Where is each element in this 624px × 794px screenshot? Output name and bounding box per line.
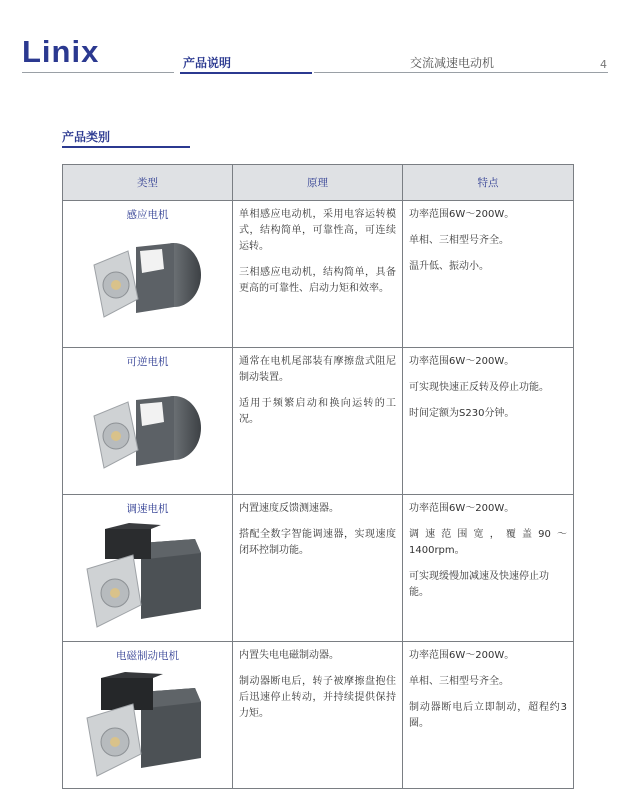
header-type: 类型 bbox=[63, 165, 233, 201]
table-row bbox=[63, 348, 574, 495]
page-number: 4 bbox=[600, 58, 607, 71]
header-divider-right bbox=[314, 72, 608, 73]
feature-text: 调速范围宽，覆盖90～1400rpm。 bbox=[409, 529, 567, 556]
principle-text: 单相感应电动机，采用电容运转模式，结构简单，可靠性高，可连续运转。 bbox=[239, 209, 396, 252]
header-divider-left bbox=[22, 72, 174, 73]
type-cell bbox=[63, 201, 233, 348]
induction-motor-image bbox=[88, 229, 208, 337]
features-cell bbox=[403, 201, 574, 348]
type-name: 感应电机 bbox=[126, 209, 169, 221]
principle-cell bbox=[233, 348, 403, 495]
feature-text: 功率范围6W～200W。 bbox=[409, 503, 515, 514]
table-row bbox=[63, 495, 574, 642]
principle-text: 适用于频繁启动和换向运转的工况。 bbox=[239, 398, 396, 425]
section-underline bbox=[62, 146, 190, 148]
reversible-motor-image bbox=[88, 376, 208, 484]
feature-text: 功率范围6W～200W。 bbox=[409, 356, 515, 367]
features-cell bbox=[403, 348, 574, 495]
feature-text: 可实现缓慢加减速及快速停止功能。 bbox=[409, 571, 549, 598]
header-doc-title: 交流减速电动机 bbox=[410, 56, 495, 70]
features-cell bbox=[403, 495, 574, 642]
feature-text: 温升低、振动小。 bbox=[409, 261, 489, 272]
principle-cell bbox=[233, 495, 403, 642]
principle-text: 内置速度反馈测速器。 bbox=[239, 503, 339, 514]
principle-cell bbox=[233, 201, 403, 348]
feature-text: 可实现快速正反转及停止功能。 bbox=[409, 382, 549, 393]
type-cell bbox=[63, 495, 233, 642]
principle-cell bbox=[233, 642, 403, 789]
type-cell bbox=[63, 348, 233, 495]
header-features: 特点 bbox=[403, 165, 574, 201]
type-name: 电磁制动电机 bbox=[116, 650, 179, 662]
principle-text: 三相感应电动机，结构简单，具备更高的可靠性、启动力矩和效率。 bbox=[239, 267, 396, 294]
feature-text: 制动器断电后立即制动，超程约3圈。 bbox=[409, 702, 567, 729]
principle-text: 通常在电机尾部装有摩擦盘式阻尼制动装置。 bbox=[239, 356, 396, 383]
speed-control-motor-image bbox=[83, 523, 213, 635]
linix-logo: Linix bbox=[22, 34, 100, 69]
features-cell bbox=[403, 642, 574, 789]
header-section-label: 产品说明 bbox=[183, 56, 232, 70]
feature-text: 时间定额为S230分钟。 bbox=[409, 408, 515, 419]
table-header-row bbox=[63, 165, 574, 201]
principle-text: 制动器断电后，转子被摩擦盘抱住后迅速停止转动，并持续提供保持力矩。 bbox=[239, 676, 396, 719]
section-title: 产品类别 bbox=[62, 130, 111, 144]
type-name: 调速电机 bbox=[126, 503, 169, 515]
principle-text: 搭配全数字智能调速器，实现速度闭环控制功能。 bbox=[239, 529, 396, 556]
feature-text: 单相、三相型号齐全。 bbox=[409, 235, 509, 246]
feature-text: 功率范围6W～200W。 bbox=[409, 650, 515, 661]
brake-motor-image bbox=[83, 670, 213, 782]
feature-text: 功率范围6W～200W。 bbox=[409, 209, 515, 220]
table-row bbox=[63, 201, 574, 348]
feature-text: 单相、三相型号齐全。 bbox=[409, 676, 509, 687]
type-cell bbox=[63, 642, 233, 789]
principle-text: 内置失电电磁制动器。 bbox=[239, 650, 339, 661]
header-divider-accent bbox=[180, 72, 312, 74]
table-row bbox=[63, 642, 574, 789]
product-category-table bbox=[62, 164, 574, 789]
type-name: 可逆电机 bbox=[126, 356, 169, 368]
header-principle: 原理 bbox=[233, 165, 403, 201]
